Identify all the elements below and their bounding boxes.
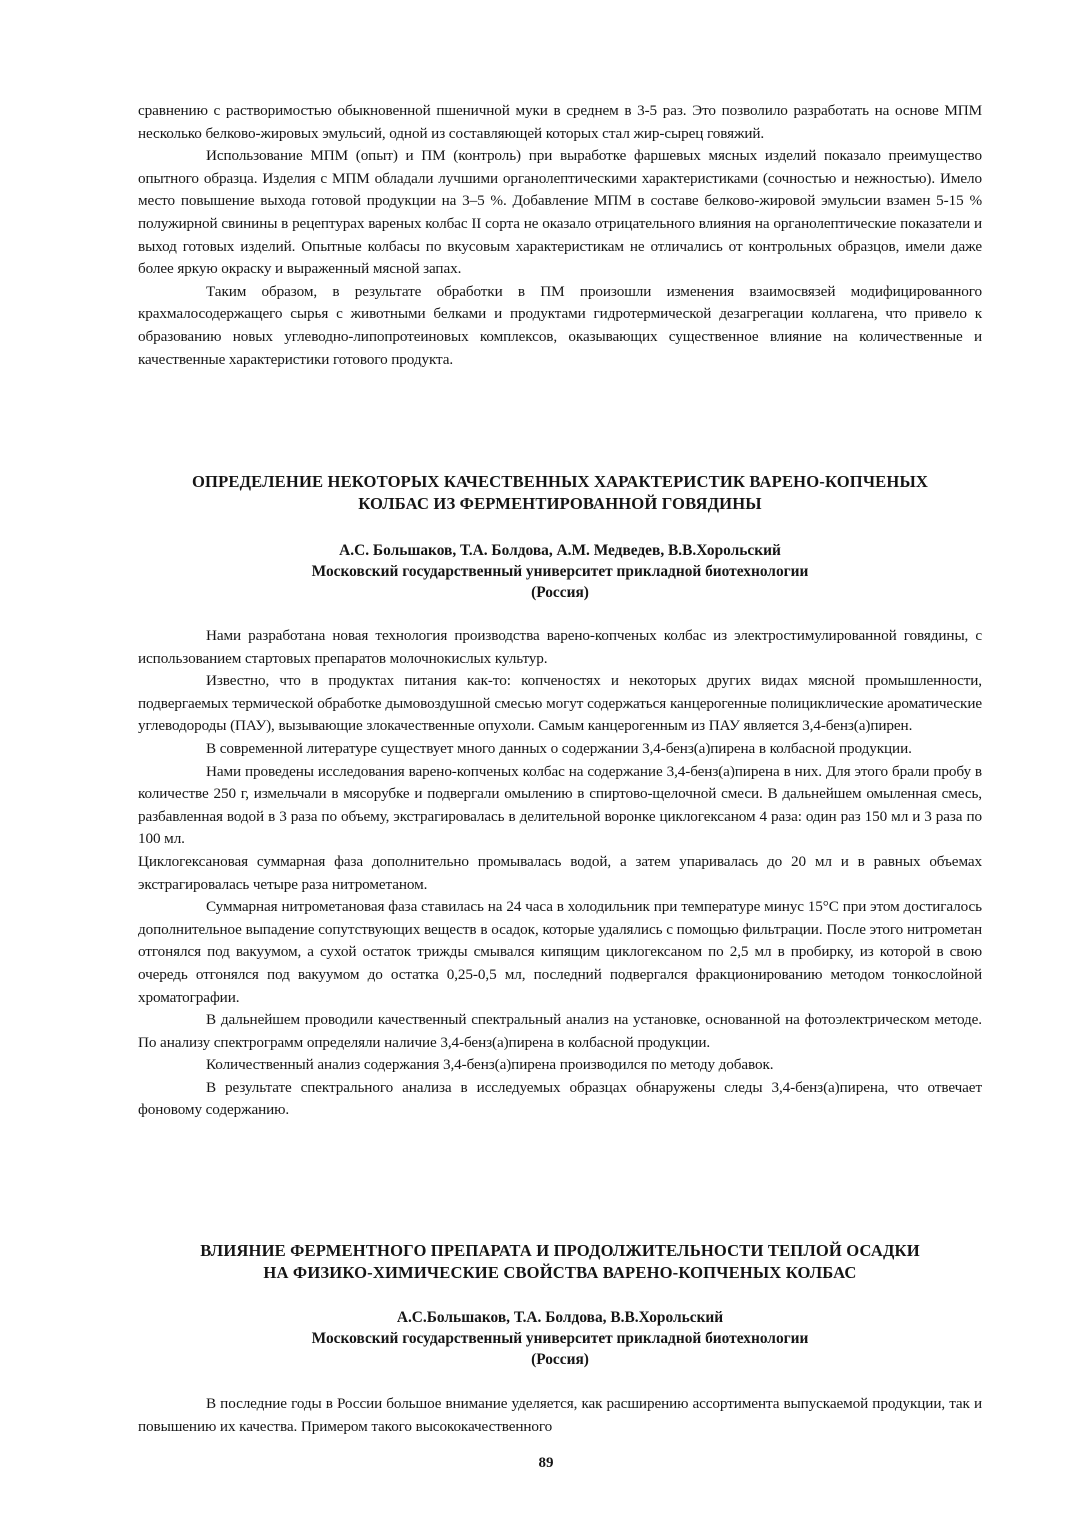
paragraph: Известно, что в продуктах питания как-то: копченостях и некоторых других видах мясной промышленности, подвергаемых термической обработке дымовоздушной смесью могут содержаться канцерогенные полициклические ароматические углеводороды (ПАУ), вызывающие злокачественные опухоли. Самым канцерогенным из ПАУ является 3,4-бенз(а)пирен. [138,672,982,735]
article2-authors [138,1307,982,1370]
country: (Россия) [531,584,589,601]
paragraph: В современной литературе существует много данных о содержании 3,4-бенз(а)пирена в колбасной продукции. [206,739,912,757]
article1-body [138,625,982,1122]
page-number: 89 [538,1455,554,1471]
paragraph: Таким образом, в результате обработки в ПМ произошли изменения взаимосвязей модифицированного крахмалосодержащего сырья с животными белками и продуктами гидротермической дезагрегации коллагена, что привело к образованию новых углеводно-липопротеиновых комплексов, оказывающих существенное влияние на количественные и качественные характеристики готового продукта. [138,282,982,368]
title-line: ВЛИЯНИЕ ФЕРМЕНТНОГО ПРЕПАРАТА И ПРОДОЛЖИТЕЛЬНОСТИ ТЕПЛОЙ ОСАДКИ [200,1241,920,1260]
paragraph: В результате спектрального анализа в исследуемых образцах обнаружены следы 3,4-бенз(а)пирена, что отвечает фоновому содержанию. [138,1078,982,1119]
article-title [138,471,982,515]
paragraph: Использование МПМ (опыт) и ПМ (контроль) при выработке фаршевых мясных изделий показало преимущество опытного образца. Изделия с МПМ обладали лучшими органолептическими характеристиками (сочностью и нежностью). Имело место повышение выхода готовой продукции на 3–5 %. Добавление МПМ в составе белково-жировой эмульсии взамен 5-15 % полужирной свинины в рецептурах вареных колбас II сорта не оказало отрицательного влияния на органолептические показатели и выход готовых изделий. Опытные колбасы по вкусовым характеристикам не отличались от контрольных образцов, имели даже более яркую окраску и выраженный мясной запах. [138,147,982,278]
article-title [138,1240,982,1284]
paragraph: Нами проведены исследования варено-копченых колбас на содержание 3,4-бенз(а)пирена в них. Для этого брали пробу в количестве 250 г, измельчали в мясорубке и подвергали омылению в спиртово-щелочной смеси. В дальнейшем омыленная смесь, разбавленная водой в 3 раза по объему, экстрагировалась в делительной воронке циклогексаном 4 раза: один раз 150 мл и 3 раза по 100 мл. [138,762,982,848]
article2-title [138,1240,982,1284]
affiliation: Московский государственный университет прикладной биотехнологии [311,563,809,580]
paragraph: В последние годы в России большое внимание уделяется, как расширению ассортимента выпускаемой продукции, так и повышению их качества. Примером такого высококачественного [138,1395,982,1435]
paragraph: Циклогексановая суммарная фаза дополнительно промывалась водой, а затем упаривалась до 20 мл и в равных объемах экстрагировалась четыре раза нитрометаном. [138,852,982,893]
title-line: ОПРЕДЕЛЕНИЕ НЕКОТОРЫХ КАЧЕСТВЕННЫХ ХАРАКТЕРИСТИК ВАРЕНО-КОПЧЕНЫХ [191,472,929,491]
article2-body [138,1393,982,1438]
intro-text [138,100,982,371]
article1-title [138,471,982,515]
author-list: А.С. Большаков, Т.А. Болдова, А.М. Медведев, В.В.Хорольский [339,542,781,559]
affiliation: Московский государственный университет прикладной биотехнологии [311,1330,809,1347]
paragraph: Количественный анализ содержания 3,4-бенз(а)пирена производился по методу добавок. [206,1056,774,1074]
title-line: КОЛБАС ИЗ ФЕРМЕНТИРОВАННОЙ ГОВЯДИНЫ [358,494,762,513]
country: (Россия) [531,1351,589,1368]
paragraph: В дальнейшем проводили качественный спектральный анализ на установке, основанной на фотоэлектрическом методе. По анализу спектрограмм определяли наличие 3,4-бенз(а)пирена в колбасной продукции. [138,1011,982,1051]
author-list: А.С.Большаков, Т.А. Болдова, В.В.Хорольский [396,1309,724,1326]
article1-authors [138,540,982,603]
paragraph: Суммарная нитрометановая фаза ставилась на 24 часа в холодильник при температуре минус 15°С при этом достигалось дополнительное выпадение сопутствующих веществ в осадок, которые удалялись с помощью фильтрации. После этого нитрометан отгонялся под вакуумом, а сухой остаток трижды смывался кипящим циклогексаном по 2,5 мл в пробирку, из которой в свою очередь отгонялся под вакуумом до остатка 0,25-0,5 мл, последний подвергался фракционированию методом тонкослойной хроматографии. [138,898,982,1006]
paragraph: Нами разработана новая технология производства варено-копченых колбас из электростимулированной говядины, с использованием стартовых препаратов молочнокислых культур. [138,627,982,667]
title-line: НА ФИЗИКО-ХИМИЧЕСКИЕ СВОЙСТВА ВАРЕНО-КОПЧЕНЫХ КОЛБАС [263,1263,857,1282]
paragraph: сравнению с растворимостью обыкновенной пшеничной муки в среднем в 3-5 раз. Это позволило разработать на основе МПМ несколько белково-жировых эмульсий, одной из составляющей которых стал жир-сырец говяжий. [138,102,982,142]
